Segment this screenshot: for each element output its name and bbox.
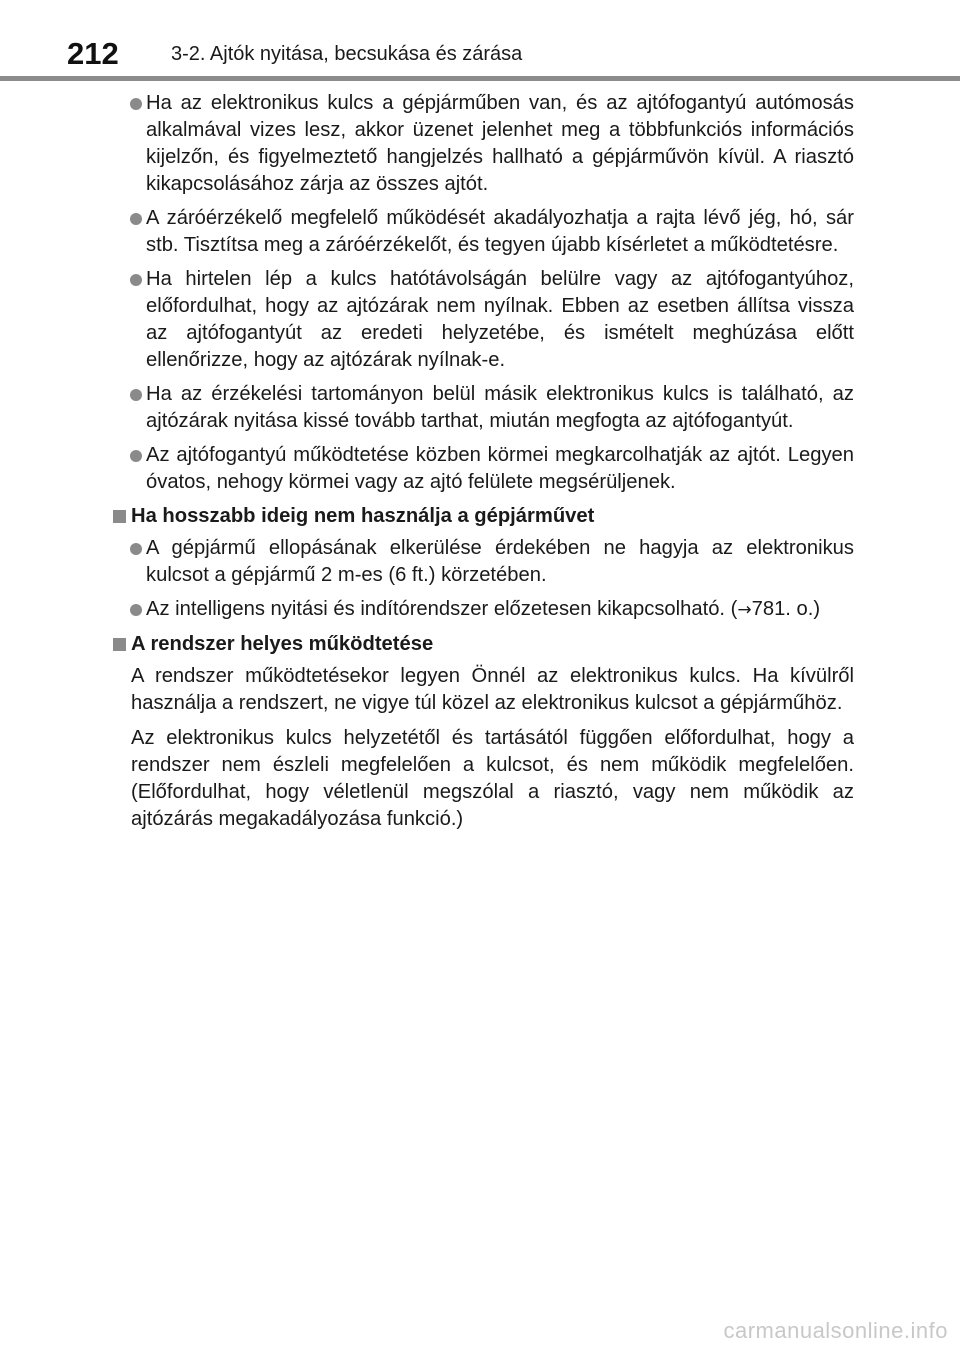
bullet-dot-icon (130, 450, 142, 462)
bullet-item (110, 90, 854, 198)
paragraph: Az elektronikus kulcs helyzetétől és tartásától függően előfordulhat, hogy a rendszer nem észleli megfelelően a kulcsot, és nem működik megfelelően. (Előfordulhat, hogy véletlenül megszólal a riasztó, vagy nem működik az ajtózárás megakadályozása funkció.) (131, 727, 854, 830)
page-content (110, 90, 854, 841)
square-marker-icon (113, 638, 126, 651)
page-number: 212 (67, 36, 119, 71)
arrow-right-icon: → (737, 600, 752, 620)
section-heading (110, 503, 854, 530)
bullet-text: A záróérzékelő megfelelő működését akadályozhatja a rajta lévő jég, hó, sár stb. Tisztítsa meg a záróérzékelőt, és tegyen újabb kísérletet a működtetésre. (146, 207, 854, 256)
bullet-item (110, 381, 854, 435)
watermark-text: carmanualsonline.info (723, 1318, 948, 1343)
bullet-text: Az intelligens nyitási és indítórendszer előzetesen kikapcsolható. ( (146, 598, 738, 620)
section-heading (110, 631, 854, 658)
header-divider (0, 76, 960, 81)
bullet-text: Ha hirtelen lép a kulcs hatótávolságán belülre vagy az ajtófogantyúhoz, előfordulhat, hogy az ajtózárak nem nyílnak. Ebben az esetben állítsa vissza az ajtófogantyút az eredeti helyzetébe, és ismételt meghúzása előtt ellenőrizze, hogy az ajtózárak nyílnak-e. (146, 268, 854, 371)
bullet-item (110, 442, 854, 496)
bullet-text: A gépjármű ellopásának elkerülése érdekében ne hagyja az elektronikus kulcsot a gépjármű 2 m-es (6 ft.) körzetében. (146, 537, 854, 586)
bullet-dot-icon (130, 213, 142, 225)
page-header (0, 0, 960, 80)
paragraph: A rendszer működtetésekor legyen Önnél az elektronikus kulcs. Ha kívülről használja a rendszert, ne vigye túl közel az elektronikus kulcsot a gépjárműhöz. (131, 665, 854, 714)
section-title: 3-2. Ajtók nyitása, becsukása és zárása (171, 43, 523, 65)
square-marker-icon (113, 510, 126, 523)
bullet-item (110, 535, 854, 589)
bullet-dot-icon (130, 389, 142, 401)
section-heading-text: A rendszer helyes működtetése (131, 633, 434, 655)
bullet-text: Az ajtófogantyú működtetése közben körmei megkarcolhatják az ajtót. Legyen óvatos, nehogy körmei vagy az ajtó felülete megsérüljenek. (146, 444, 854, 493)
bullet-item (110, 596, 854, 624)
section-heading-text: Ha hosszabb ideig nem használja a gépjárművet (131, 505, 595, 527)
bullet-dot-icon (130, 543, 142, 555)
bullet-dot-icon (130, 98, 142, 110)
bullet-dot-icon (130, 274, 142, 286)
bullet-item (110, 266, 854, 374)
bullet-dot-icon (130, 604, 142, 616)
page-reference-link[interactable]: 781. o.) (751, 598, 821, 620)
bullet-text: Ha az érzékelési tartományon belül másik elektronikus kulcs is található, az ajtózárak nyitása kissé tovább tarthat, miután megfogta az ajtófogantyút. (146, 383, 854, 432)
bullet-item (110, 205, 854, 259)
bullet-text: Ha az elektronikus kulcs a gépjárműben van, és az ajtófogantyú autómosás alkalmával vizes lesz, akkor üzenet jelenhet meg a többfunkciós információs kijelzőn, és figyelmeztető hangjelzés hallható a gépjárművön kívül. A riasztó kikapcsolásához zárja az összes ajtót. (146, 92, 854, 195)
